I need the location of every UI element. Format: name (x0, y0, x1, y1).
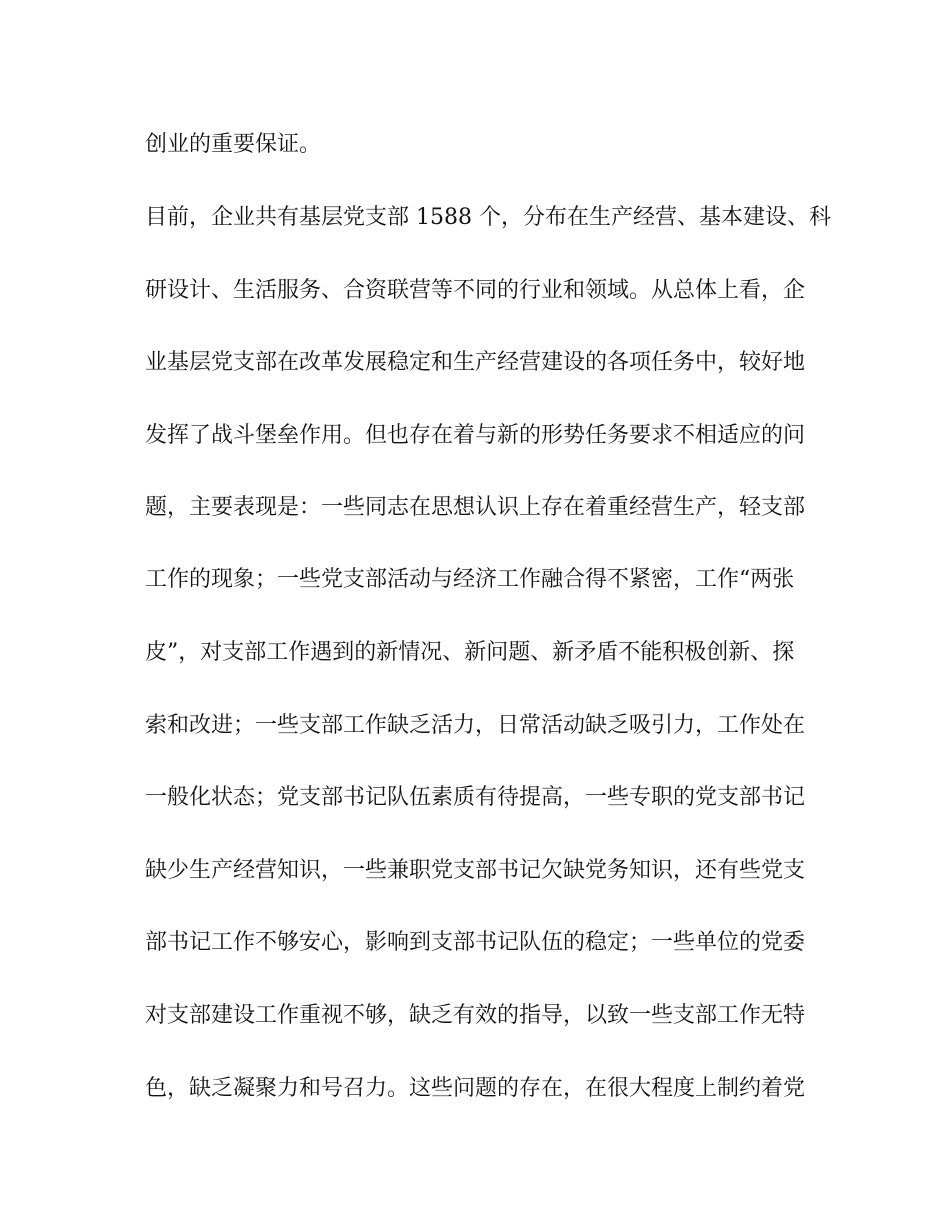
text-line: 部书记工作不够安心，影响到支部书记队伍的稳定；一些单位的党委 (145, 930, 806, 955)
text-line: 创业的重要保证。 (145, 132, 322, 157)
text-line: 索和改进；一些支部工作缺乏活力，日常活动缺乏吸引力，工作处在 (145, 713, 806, 738)
text-line: 研设计、生活服务、合资联营等不同的行业和领域。从总体上看，企 (145, 278, 806, 303)
text-line: 对支部建设工作重视不够，缺乏有效的指导，以致一些支部工作无特 (145, 1003, 806, 1028)
text-line: 缺少生产经营知识，一些兼职党支部书记欠缺党务知识，还有些党支 (145, 858, 806, 883)
text-line: 题，主要表现是：一些同志在思想认识上存在着重经营生产，轻支部 (145, 495, 806, 520)
text-line: 一般化状态；党支部书记队伍素质有待提高，一些专职的党支部书记 (145, 785, 806, 810)
text-line: 色，缺乏凝聚力和号召力。这些问题的存在，在很大程度上制约着党 (145, 1076, 806, 1101)
text-line: 目前，企业共有基层党支部 1588 个，分布在生产经营、基本建设、科 (145, 205, 831, 230)
text-line: 皮”，对支部工作遇到的新情况、新问题、新矛盾不能积极创新、探 (145, 640, 795, 665)
text-line: 工作的现象；一些党支部活动与经济工作融合得不紧密，工作“两张 (145, 567, 795, 592)
text-line: 发挥了战斗堡垒作用。但也存在着与新的形势任务要求不相适应的问 (145, 423, 806, 448)
text-line: 业基层党支部在改革发展稳定和生产经营建设的各项任务中，较好地 (145, 350, 806, 375)
